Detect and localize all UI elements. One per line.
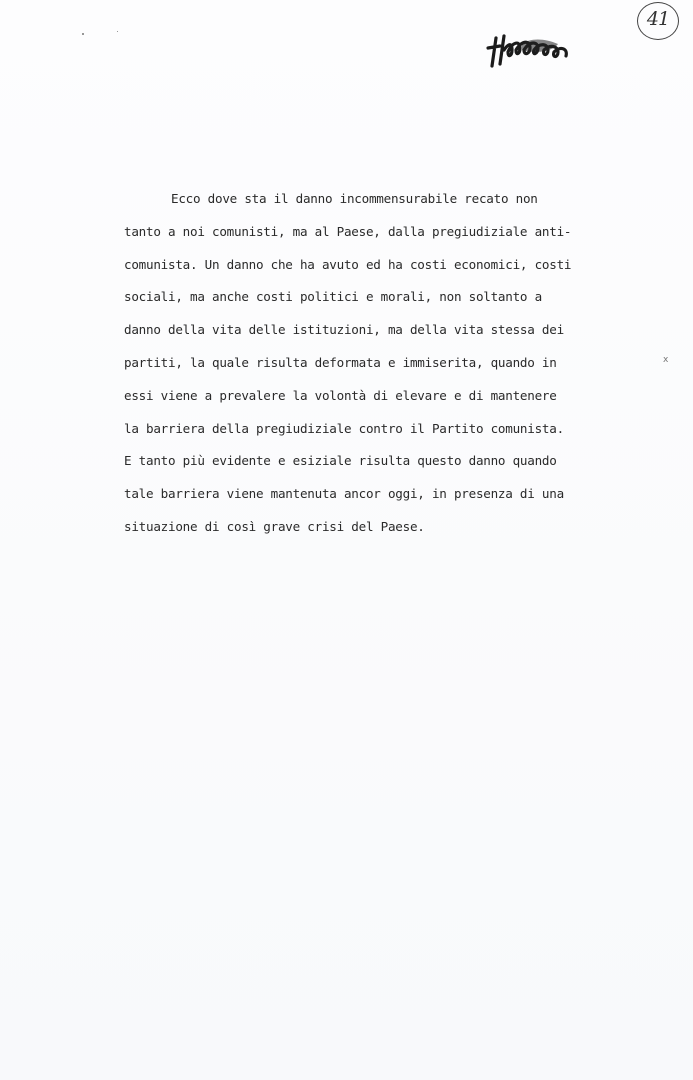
text-line: partiti, la quale risulta deformata e immiserita, quando in — [124, 354, 557, 370]
paper-speck — [82, 33, 84, 35]
paper-speck — [117, 31, 118, 32]
page-number-label: 41 — [646, 8, 670, 30]
text-line: essi viene a prevalere la volontà di elevare e di mantenere — [124, 387, 557, 403]
text-line: tanto a noi comunisti, ma al Paese, dalla pregiudiziale anti- — [124, 223, 572, 239]
text-line: sociali, ma anche costi politici e morali, non soltanto a — [124, 289, 542, 305]
text-line: tale barriera viene mantenuta ancor oggi, in presenza di una — [124, 486, 564, 502]
margin-mark: x — [663, 355, 669, 365]
text-line: situazione di così grave crisi del Paese. — [124, 518, 425, 534]
handwritten-signature — [482, 26, 578, 72]
typed-body-text — [124, 186, 572, 547]
text-line: comunista. Un danno che ha avuto ed ha costi economici, costi — [124, 256, 572, 272]
text-line: E tanto più evidente e esiziale risulta questo danno quando — [124, 453, 557, 469]
text-line: la barriera della pregiudiziale contro il Partito comunista. — [124, 420, 564, 436]
page-number — [637, 2, 679, 40]
text-line: Ecco dove sta il danno incommensurabile recato non — [171, 191, 538, 206]
text-line: danno della vita delle istituzioni, ma della vita stessa dei — [124, 322, 564, 338]
signature-fill — [522, 40, 558, 53]
